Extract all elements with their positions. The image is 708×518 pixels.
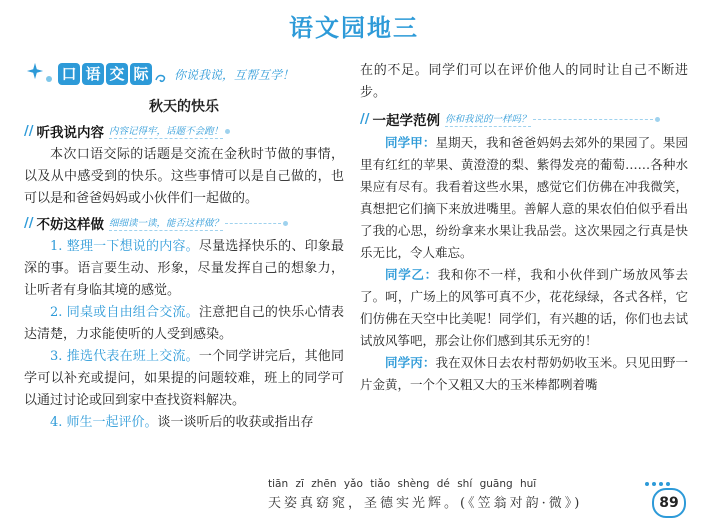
heading-note: 内容记得牢，话题不会跑！: [109, 123, 223, 139]
decor-dot: [283, 221, 288, 226]
step-body: 尽量选择快乐的、印象最深的事。语言要生动、形象，尽量发挥自己的想象力，让听者有身临其境的感觉。: [24, 239, 344, 298]
proverb-text: 天姿真窈窕，圣德实光辉。(《笠翁对韵·微》): [268, 496, 583, 511]
example-text: 星期天，我和爸爸妈妈去郊外的果园了。果园里有红红的苹果、黄澄澄的梨、紫得发亮的葡萄……各种水果应有尽有。我看着这些水果，感觉它们仿佛在冲我微笑，真想把它们摘下来放进嘴里。善解人意的果农伯伯似乎看出了我的心思，纷纷拿来水果让我品尝。这次果园之行真是快乐无比，令人难忘。: [360, 135, 688, 260]
decor-dot: [225, 129, 230, 134]
step-lead: 1. 整理一下想说的内容。: [50, 239, 199, 254]
example-paragraph: [360, 132, 688, 264]
oral-communication-banner: [24, 60, 344, 90]
banner-word: 交: [106, 63, 128, 85]
example-paragraph: [360, 264, 688, 352]
step-lead: 2. 同桌或自由组合交流。: [50, 305, 199, 320]
intro-paragraph: 本次口语交际的话题是交流在金秋时节做的事情，以及从中感受到的快乐。这些事情可以是自己做的，也可以是和爸爸妈妈或小伙伴们一起做的。: [24, 147, 344, 206]
step-paragraph: [24, 346, 344, 412]
heading-text: 一起学范例: [372, 113, 440, 129]
heading-example: [360, 108, 688, 130]
right-column: [360, 60, 688, 396]
sparkle-icon: [26, 62, 44, 80]
continuation-paragraph: 在的不足。同学们可以在评价他人的同时让自己不断进步。: [360, 63, 688, 100]
slash-icon: //: [360, 111, 370, 127]
speaker-label: 同学甲：: [385, 135, 436, 150]
dashed-divider: [533, 118, 653, 120]
example-text: 我和你不一样，我和小伙伴到广场放风筝去了。呵，广场上的风筝可真不少，花花绿绿，各式各样，它们仿佛在天空中比美呢！同学们，有兴趣的话，你们也去试试放风筝吧，那会让你们感到其乐无穷的！: [360, 267, 688, 348]
step-paragraph: [24, 412, 344, 434]
speaker-label: 同学丙：: [385, 355, 436, 370]
step-lead: 4. 师生一起评价。: [50, 415, 158, 430]
example-paragraph: [360, 352, 688, 396]
heading-listen: [24, 120, 344, 142]
heading-text: 听我说内容: [36, 125, 104, 141]
heading-note: 细细读一读，能否这样做？: [109, 215, 223, 231]
swirl-icon: [154, 72, 168, 86]
banner-slogan: 你说我说，互帮互学！: [174, 68, 295, 82]
decor-dots: [645, 482, 670, 486]
page-footer: [0, 476, 708, 518]
dashed-divider: [225, 222, 281, 224]
banner-word: 口: [58, 63, 80, 85]
step-body: 谈一谈听后的收获或指出存: [157, 415, 314, 430]
page-number: 89: [652, 488, 686, 518]
slash-icon: //: [24, 123, 34, 139]
section-title: 秋天的快乐: [149, 99, 219, 115]
step-paragraph: [24, 302, 344, 346]
step-lead: 3. 推选代表在班上交流。: [50, 349, 199, 364]
speaker-label: 同学乙：: [385, 267, 438, 282]
decor-dot: [655, 117, 660, 122]
proverb-pinyin: tiān zī zhēn yǎo tiǎo shèng dé shí guāng huī: [268, 478, 537, 490]
example-dialogue: [360, 132, 688, 396]
heading-text: 不妨这样做: [36, 217, 104, 233]
heading-try: [24, 212, 344, 234]
banner-word: 语: [82, 63, 104, 85]
heading-note: 你和我说的一样吗？: [445, 111, 531, 127]
step-paragraph: [24, 236, 344, 302]
banner-word: 际: [130, 63, 152, 85]
example-text: 我在双休日去农村帮奶奶收玉米。只见田野一片金黄，一个个又粗又大的玉米棒都咧着嘴: [360, 355, 688, 392]
left-column: [24, 60, 344, 434]
step-body: 一个同学讲完后，其他同学可以补充或提问，如果提的问题较难，班上的同学可以通过讨论或回到家中查找资料解决。: [24, 349, 344, 408]
step-body: 注意把自己的快乐心情表达清楚，力求能使听的人受到感染。: [24, 305, 344, 342]
page-title: 语文园地三: [289, 14, 419, 42]
slash-icon: //: [24, 215, 34, 231]
decor-dot: [46, 76, 52, 82]
